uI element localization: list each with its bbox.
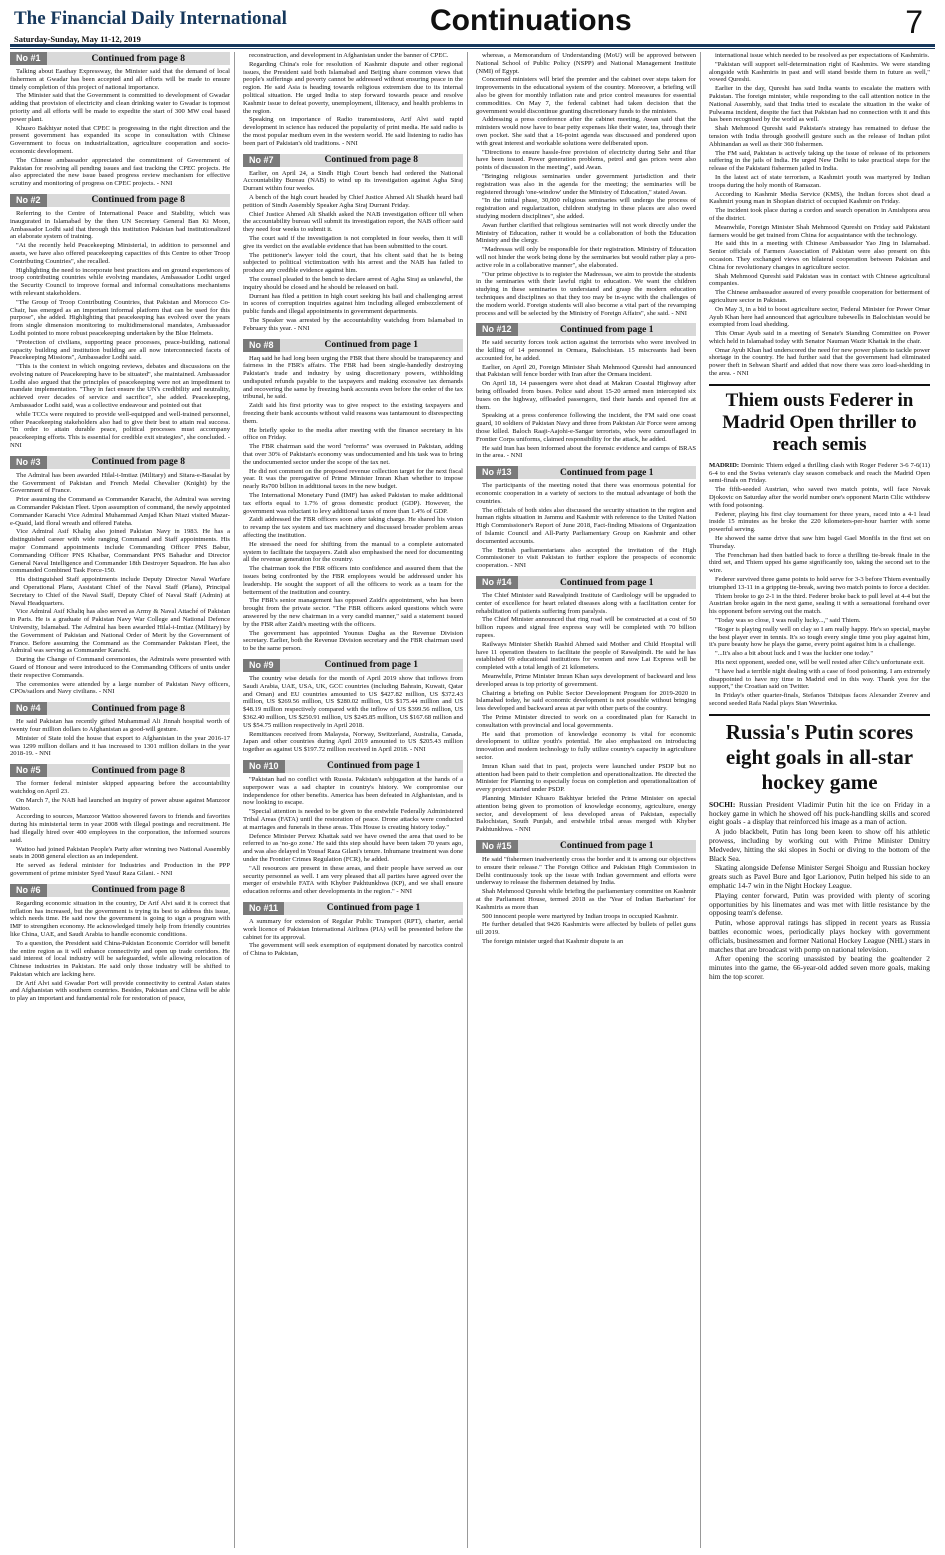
article-paragraph: "Today was so close, I was really lucky...," said Thiem. [715,617,861,625]
article-paragraph: He served as federal minister for Industries and Production in the PPP government of prime minister Syed Yusuf Raza Gilani. - NNI [10,862,230,877]
article-paragraph: The FM said, Pakistan is actively taking up the issue of release of its prisoners suffering in the jails of India. He urged New Delhi to take practical steps for the release of the Pakistani fishermen jailed in India. [709,149,930,173]
article-paragraph: Thiem broke to go 2-1 in the third. Federer broke back to pull level at 4-4 but the Austrian broke again in the next game, sealing it with a sensational forehand over his opponent before serving out the match. [709,592,930,616]
article-paragraph: "The Group of Troop Contributing Countries, that Pakistan and Morocco Co-Chair, has emerged as an important informal platform that can be used for this purpose", she added. Highlighting that peacekeeping has evolved over the years from single dimension monitoring to multidimensional mandates, Ambassador Lodhi pointed to more robust peacekeeping undertaken by the Blue Helmets. [10,298,230,337]
article-paragraph: "Bringing religious seminaries under government jurisdiction and their registration was also in the agenda for the meeting; the seminaries will be registered through 'one-window' under the Ministry of Education," stated Awan. [476,172,696,196]
article-paragraph: Federer, playing his first clay tournament for three years, raced into a 4-1 lead inside 15 minutes as he broke the 220 kilometers-per-hour barrier with some powerful serving. [709,510,930,534]
story-number-tag: No #14 [476,576,518,589]
article-paragraph: The fifth-seeded Austrian, who saved two match points, will face Novak Djokovic on Saturday after the world number one's opponent Marin Cilic withdrew with food poisoning. [709,486,930,509]
article-paragraph: He said Pakistan has recently gifted Muhammad Ali Jinnah hospital worth of twenty four million dollars to Afghanistan as good-will gesture. [10,718,230,733]
continuation-title: Continued from page 1 [560,841,654,852]
article-paragraph: He said this in a meeting with Chinese Ambassador Yao Jing in Islamabad. Senior officials of Farmers Association of Pakistan were also present on this occasion. They exchanged views on bilateral cooperation between Pakistan and China for revolutionary changes in agriculture sector. [709,240,930,271]
article-paragraph: He said Iran has been informed about the forensic evidence and camps of BRAS in the area. - NNI [476,444,696,460]
story-number-tag: No #2 [10,194,47,207]
continuation-story [243,339,463,653]
article-paragraph: The counsel pleaded to the bench to declare arrest of Agha Siraj as unlawful, the inquiry should be closed and he should be released on bail. [243,275,463,291]
continuation-title: Continued from page 1 [560,467,654,478]
article-paragraph: Speaking on importance of Radio transmissions, Arif Alvi said rapid development in science has reduced the popularity of print media. He said radio is the most popular medium even in the western world. He said listening to radio has been part of Pakistan's old traditions. - NNI [243,116,463,147]
article-paragraph: The incident took place during a cordon and search operation in Amishpora area of the district. [709,207,930,222]
article-paragraph: To a question, the President said China-Pakistan Economic Corridor will benefit the entire region as it will enhance connectivity and open up trade corridors. He said interest of local industry will be safeguarded, while allowing relocation of Chinese industries in Pakistan. He said only those industry will be shifted to Pakistan which are lacking here. [10,939,230,978]
article-paragraph: He said that promotion of knowledge economy is vital for economic development to utilize youth's potential. He also emphasized on introducing innovation and modern technology to fully utilize country's capacity in agriculture sector. [476,730,696,761]
story-number-tag: No #11 [243,902,284,915]
paragraph-text: Russian President Vladimir Putin hit the ice on Friday in a hockey game in which he showed off his puck-handling skills and scored eight goals - a display that reinforced his image as a man of action. [709,799,930,827]
column-2 [243,52,468,1548]
article-paragraph: "...It's also a bit about luck and I was the luckier one today." [715,650,874,658]
article-paragraph: "Our prime objective is to register the Madressas, we aim to provide the students in the seminaries with their lawful right to education. We want the children studying in these seminaries to understand and grasp the modern education techniques and disciplines so that they too may be in-sync with the challenges of the modern world. Foreign students will also become a vital part of the revamping process and will be selected by the Ministry of Foreign Affairs", she said. - NNI [476,270,696,317]
article-paragraph: Shah Mehmood Qureshi said Pakistan was in contact with Chinese agricultural companies. [709,272,930,288]
article-paragraph: The Frenchman had then battled back to force a thrilling tie-break finale in the third set, and Thiem upped his game significantly too, taking the second set to the wire. [709,551,930,575]
story-number-tag: No #13 [476,466,518,479]
article-paragraph: The former federal minister skipped appearing before the accountability watchdog on April 23. [10,780,230,795]
article-paragraph: Awan further clarified that religious seminaries will not work directly under the Ministry of Education, rather it would be a collaboration of both the Education Ministry and the clergy. [476,221,696,245]
article-paragraph: The foreign minister urged that Kashmir dispute is an [482,937,624,945]
story-number-tag: No #1 [10,52,47,65]
continuation-title: Continued from page 8 [91,703,186,714]
article-paragraph: On March 7, the NAB had launched an inquiry of power abuse against Manzoor Wattoo. [10,796,230,812]
article-paragraph: The participants of the meeting noted that there was enormous potential for economic cooperation in a variety of sectors to the mutual advantage of both the countries. [476,482,696,505]
continuation-header [10,702,230,715]
continuation-header [243,659,463,672]
article-paragraph: His distinguished Staff appointments include Deputy Director Naval Warfare and Operational Plans, Assistant Chief of the Naval Staff (Plans), Principal Secretary to Chief of the Naval Staff, Deputy Chief of Naval Staff (Admin) at Naval Headquarters. [10,576,230,607]
continuation-title: Continued from page 8 [91,53,186,64]
article-paragraph: Earlier, on April 24, a Sindh High Court bench had ordered the National Accountability Bureau (NAB) to wind up its investigation against Agha Siraj Durrani within four weeks. [243,169,463,193]
continuation-header [243,902,463,915]
article-paragraph: Prior assuming the Command as Commander Karachi, the Admiral was serving as Commander Pakistan Fleet. Upon assumption of command, the newly appointed Commander Karachi Vice Admiral Muhammad Amjad Khan Niazi visited Mazar-e-Quaid, laid floral wreath and offered Fateha. [10,496,230,527]
article-paragraph: reconstruction, and development in Afghanistan under the banner of CPEC. [249,52,449,59]
article-paragraph: Dr Arif Alvi said Gwadar Port will provide connectivity to central Asian states and Afghanistan with southern countries. Besides, Pakistan and China will be able to play an important and fundamental role for restoration of peace, [10,979,230,1003]
article-paragraph: On April 18, 14 passengers were shot dead at Makran Coastal Highway after being offloaded from buses. Police said about 15-20 armed men intercepted six buses on the highway, offloaded passengers, tied their hands and opened fire at them. [476,380,696,411]
continuation-story [10,194,230,450]
article-paragraph: Concerned ministers will brief the premier and the cabinet over steps taken for improvements in the educational system of the country. Moreover, a briefing will also be given for monthly inflation rate and price control measures for essential commodities. On May 7, the federal cabinet had taken decision that the government would discontinue granting discretionary funds to the ministers. [476,76,696,115]
article-paragraph: The FBR's senior management has opposed Zaidi's appointment, who has been brought from the private sector. "The FBR officers asked questions which were answered by the new chairman in a very candid manner," said a statement issued by the FBR after Zaidi's meeting with the officers. [243,597,463,628]
continuation-header [476,576,696,589]
article-paragraph: Federer survived three game points to hold serve for 3-3 before Thiem eventually triumphed 13-11 in a gripping tie-break, saving two match points to force a decider. [709,576,930,591]
article-paragraph: The Admiral has been awarded Hilal-i-Imtiaz (Military) and Sitara-e-Basalat by the Government of Pakistan and French Medal Chevalier (Knight) by the Government of France. [10,471,230,495]
article-paragraph: "This is the context in which ongoing reviews, debates and discussions on the evolving nature of Peacekeeping have to be situated", she maintained. Ambassador Lodhi also argued that the principles of peacekeeping were not an impediment to mandate implementation. "They in fact ensure the UN's credibility and neutrality, achieved over decades of service and sacrifice", she added. Peacekeeping, Ambassador Lodhi said, was a collective endeavour and pointed out that [10,363,230,410]
article-paragraph: A summary for extension of Regular Public Transport (RPT), charter, aerial work licence of Pakistan International Airlines (PIA) will be presented before the cabinet for its approval. [243,917,463,941]
continuation-header [10,52,230,65]
story-number-tag: No #5 [10,764,47,777]
dateline: SOCHI: [709,799,736,809]
article-paragraph: The court said if the investigation is not completed in four weeks, then it will give its verdict on the available evidence that has been submitted to the court. [243,234,463,250]
article-paragraph [709,801,930,827]
article-paragraph: Railways Minister Sheikh Rashid Ahmed said Mother and Child Hospital will have 11 operation theaters to facilitate the people of Rawalpindi. He said he has established 69 educational institutions for women and now Lai Express will be completed with a total length of 21 kilometers. [476,640,696,672]
continuation-story [243,154,463,333]
continuation-header [243,760,463,773]
story-number-tag: No #4 [10,702,47,715]
masthead-rule-thin [10,48,935,49]
article-paragraph: He showed the same drive that saw him bagel Gael Monfils in the first set on Thursday. [709,535,930,550]
article-paragraph: The petitioner's lawyer told the court, that his client said that he is being subjected to political victimization with his arrest and the NAB has failed to produce any credible evidence against him. [243,251,463,275]
article-paragraph: Khusro Bakhtyar noted that CPEC is progressing in the right direction and the present government has expanded its scope in consultation with Chinese Government to focus on industrialization, agriculture cooperation and socio-economic development. [10,124,230,155]
article-paragraph: A bench of the high court headed by Chief Justice Ahmed Ali Shaikh heard bail petition of Sindh Assembly Speaker Agha Siraj Durrani Friday. [243,193,463,209]
article-paragraph: Shah Mehmood Qureshi while briefing the parliamentary committee on Kashmir at the Parliament House, termed 2018 as the 'Year of Indian Barbarism' for Kashmiris as more than [476,888,696,911]
article-paragraph: "Roger is playing really well on clay so I am really happy. He's so special, maybe the best player ever in tennis. It's so tough every single time you play against him, it's pure beauty how he plays the game, every point against him is a challenge. [709,625,930,649]
article-paragraph: The International Monetary Fund (IMF) has asked Pakistan to make additional tax efforts equal to 1.7% of gross domestic product (GDP). However, the government was reluctant to levy additional taxes of more than 1.4% of GDP. [243,492,463,515]
continuation-title: Continued from page 1 [326,903,421,914]
news-article [709,384,930,708]
article-paragraph: He stressed the need for shifting from the manual to a complete automated system to facilitate the taxpayers. Zaidi also emphasised the need for documenting all the revenue generation for the country. [243,540,463,564]
article-paragraph: Meanwhile, Foreign Minister Shah Mehmood Qureshi on Friday said Pakistani farmers would be get trained from China for acquaintance with the technology. [709,223,930,239]
continuation-story [10,764,230,878]
article-paragraph: "Protection of civilians, supporting peace processes, peace-building, national capacity building and institution building are all now interconnected facets of Peacekeeping Missions", Ambassador Lodhi said. [10,338,230,362]
article-paragraph: The British parliamentarians also accepted the invitation of the High Commissioner to visit Pakistan to further explore the prospects of economic cooperation. - NNI [476,546,696,570]
article-paragraph: In Friday's other quarter-finals, Stefanos Tsitsipas faces Alexander Zverev and second seeded Rafa Nadal plays Stan Wawrinka. [709,692,930,707]
article-paragraph: Wattoo had joined Pakistan People's Party after winning two National Assembly seats in 2008 general election as an independent. [10,845,230,861]
article-paragraph: Shah Mehmood Qureshi said Pakistan's strategy has remained to defuse the tension with India through goodwill gesture such as the release of Indian pilot Abhinandan as well as their 360 fishermen. [709,125,930,148]
article-paragraph: He further detailed that 9426 Kashmiris were affected by bullets of pellet guns till 2019. [476,921,696,937]
story-number-tag: No #7 [243,154,280,167]
continuation-story [243,659,463,754]
story-number-tag: No #8 [243,339,280,352]
article-paragraph: Chairing a briefing on Public Sector Development Program for 2019-2020 in Islamabad today, he said economic development is not possible without bringing less developed and backward areas at par with other parts of the country. [476,689,696,713]
continuation-title: Continued from page 1 [324,660,419,671]
continuation-title: Continued from page 8 [91,195,186,206]
article-paragraph: The FBR chairman said the word "reforms" was overused in Pakistan, adding that over 30% of Pakistan's economy was undocumented and his task was to bring the undocumented sector under the scope of the tax net. [243,443,463,466]
article-paragraph: The officials of both sides also discussed the security situation in the region and human rights situation in Jammu and Kashmir with reference to the United Nation High Commissioner's Report of June 2018, Fact-finding Missions of Organization of Islamic Council and All-Party Parliamentary Group on Kashmir and other documented accounts. [476,506,696,545]
article-paragraph: Meanwhile, Prime Minister Imran Khan says development of backward and less developed areas is top priority of government. [476,672,696,688]
continuation-story [476,323,696,460]
article-paragraph: The Minister said that the Government is committed to development of Gwadar adding that provision of electricity and clean drinking water to Gwadar is topmost priority and all efforts will be made to expedite the start of 300 MW coal based power plant. [10,92,230,123]
article-paragraph: "Pakistan had no conflict with Russia. Pakistan's subjugation at the hands of a superpower was a sad chapter in country's history. We compromise our independence for other benefits. America has been defeated in Afghanistan, and is now looking to escape. [243,775,463,807]
publication-date: Saturday-Sunday, May 11-12, 2019 [14,34,141,44]
article-paragraph: The Chinese ambassador assured of every possible cooperation for betterment of agriculture sector in Pakistan. [709,289,930,304]
article-paragraph: international issue which needed to be resolved as per expectations of Kashmiris. [715,52,930,59]
article-paragraph: Durrani has filed a petition in high court seeking his bail and challenging arrest in scores of corruption inquiries against him including alleged embezzlement of public funds and illegal appointments in government departments. [243,292,463,316]
article-paragraph: He did not comment on the proposed revenue collection target for the next fiscal year. It was the prerogative of Prime Minister Imran Khan whether to impose nearly Rs700 billion in additional taxes in the new budget. [243,467,463,491]
continuation-story [243,902,463,958]
article-paragraph: Imran Khan said that in past, projects were launched under PSDP but no attention had been paid to their completion and operationalization. He directed the Minister for Planning to especially focus on completion and operationalization of every project started under PSDP. [476,762,696,794]
continuation-story [243,52,463,148]
publication-name: The Financial Daily International [14,8,287,29]
continuation-header [10,884,230,897]
article-paragraph: while TCCs were required to provide well-equipped and well-trained personnel, other Peacekeeping stakeholders also had to give their best to attain real success. "In order to attain durable peace, political processes must accompany peacekeeping efforts. This is essential for credible exit strategies", she concluded. - NNI [10,410,230,450]
column-4 [709,52,934,1548]
continuation-header [476,840,696,853]
article-paragraph: Highlighting the need to incorporate best practices and on ground experiences of troop contributing countries while evolving mandates, Ambassador Lodhi urged the Security Council to improve formal and informal consultations mechanisms with relevant stakeholders. [10,266,230,297]
article-paragraph: "All resources are present in these areas, and their people have served as our security personnel as well. I am very pleased that all parties have agreed over the merger of erstwhile FATA with Khyber Pakhtunkhwa (KP), and we shall ensure education reforms and other developments in the region." - NNI [243,864,463,896]
article-paragraph: Remittances received from Malaysia, Norway, Switzerland, Australia, Canada, Japan and other countries during April 2019 amounted to US $205.43 million together as against US $197.72 million received in April 2018. - NNI [243,730,463,754]
continuation-title: Continued from page 1 [560,324,654,335]
continuation-header [243,339,463,352]
article-paragraph: Haq said he had long been urging the FBR that there should be transparency and fairness in the FBR's affairs. The FBR had been single-handedly destroying Pakistan's trade and industry by using discretionary powers, withholding undisputed refunds payable to the taxpayers and making excessive tax demands and recovering the same by freezing bank accounts even before the order of the tax tribunal, he said. [243,354,463,401]
article-paragraph: "In the initial phase, 30,000 religious seminaries will undergo the process of registration and regularization, children studying in these places are also owed studying modern disciplines", she added. [476,197,696,220]
continuation-header [476,323,696,336]
continuation-header [10,194,230,207]
article-paragraph: Planning Minister Khusro Bakhtyar briefed the Prime Minister on special attention being given to promotion of knowledge economy, agriculture, energy sector, and development of less developed areas of Pakistan, especially Balochistan, South Punjab, and erstwhile tribal areas merged with Khyber Pakhtunkhwa. - NNI [476,794,696,834]
article-paragraph: "At the recently held Peacekeeping Ministerial, in addition to personnel and assets, we have also offered peacekeeping capacities of this Centre to other Troop Contributing Countries", she recalled. [10,242,230,265]
article-paragraph: The government will seek exemption of equipment donated by narcotics control of China to Pakistan, [243,942,463,958]
article-paragraph: The Speaker was arrested by the accountability watchdog from Islamabad in February this year. - NNI [243,316,463,332]
continuation-title: Continued from page 1 [327,761,421,772]
continuation-story [10,884,230,1003]
article-paragraph: Zaidi addressed the FBR officers soon after taking charge. He shared his vision to revamp the tax system and tax machinery and discussed broader problem areas affecting the institution. [243,516,463,540]
article-paragraph: He briefly spoke to the media after meeting with the finance secretary in his office on Friday. [243,426,463,442]
continuation-story [476,52,696,317]
story-number-tag: No #6 [10,884,47,897]
article-paragraph: Earlier, on April 20, Foreign Minister Shah Mehmood Qureshi had announced that Pakistan will fence border with Iran after the Ormara incident. [476,363,696,379]
article-paragraph: The Prime Minister directed to work on a coordinated plan for Karachi in consultation with provincial and local governments. [476,713,696,729]
continuation-title: Continued from page 8 [91,765,186,776]
article-paragraph: The Chinese ambassador appreciated the commitment of Government of Pakistan for resolving all pending issues and fast tracking the CPEC projects. He also appreciated the new issue based progress review mechanism for effective scrutiny and monitoring of progress on CPEC projects. - NNI [10,156,230,188]
story-number-tag: No #12 [476,323,518,336]
article-paragraph: During the Change of Command ceremonies, the Admirals were presented with Guard of Honour and were introduced to the Commanding Officers of units under their respective Commands. [10,656,230,679]
masthead [10,6,935,46]
article-paragraph: The Chief Minister said Rawalpindi Institute of Cardiology will be upgraded to center of excellence for heart related diseases along with a facilitation center for rehabilitation of patients suffering from paralysis. [476,592,696,615]
continuation-story [10,456,230,696]
article-paragraph: According to Kashmir Media Service (KMS), the Indian forces shot dead a Kashmiri young man in Shopian district of occupied Kashmir on Friday. [709,190,930,206]
article-paragraph: "I have had a terrible night dealing with a case of food poisoning. I am extremely disappointed to have my time in Madrid end in this way. Thank you for the support," the Croatian said on Twitter. [709,667,930,691]
story-number-tag: No #3 [10,456,47,469]
article-paragraph: Regarding China's role for resolution of Kashmir dispute and other regional issues, the President said both Islamabad and Beijing share common views that people's sufferings and poverty cannot be addressed without ensuring peace in the region. He said Asia is heading towards religious extremism due to its internal political situation. He urged India to step forward towards peace and resolve Kashmir issue to defeat poverty, unemployment, illiteracy, and health problems in the region. [243,60,463,115]
article-paragraph: Omar Ayub Khan had underscored the need for new power plants to tackle power shortage in the country. He had further said that the government had eliminated power theft in Sehwan Sharif and added that now there was zero load-shedding in the area. - NNI [709,346,930,378]
article-paragraph: The country wise details for the month of April 2019 show that inflows from Saudi Arabia, UAE, USA, UK, GCC countries (including Bahrain, Kuwait, Qatar and Oman) and EU countries amounted to US $427.82 million, US $372.43 million, US $269.56 million, US $280.02 million, US $175.44 million and US $48.19 million respectively compared with the inflow of US $399.56 million, US $362.40 million, US $250.91 million, US $245.85 million, US $167.68 million and US $54.75 million respectively in April 2018. [243,674,463,729]
article-paragraph: Talking about Easthay Expressway, the Minister said that the demand of local fishermen at Gwadar has been accepted and all efforts will be made to ensure timely completion of this project of national importance. [10,68,230,91]
article-paragraph: He said security forces took action against the terrorists who were involved in the killing of 14 personnel in Ormara, Balochistan. 15 miscreants had been accounted for, he added. [476,339,696,362]
continuation-header [10,764,230,777]
article-paragraph: Zaidi said his first priority was to give respect to the existing taxpayers and freezing their bank accounts without valid reasons was tantamount to disrespecting them. [243,402,463,425]
dateline: MADRID: [709,461,740,469]
continuation-title: Continued from page 8 [91,457,186,468]
section-title: Continuations [430,4,632,37]
article-paragraph: 500 innocent people were martyred by Indian troops in occupied Kashmir. [482,912,679,920]
article-paragraph: Playing center forward, Putin was provided with plenty of scoring opportunities by his linemates and was met with little resistance by the opposing team's defense. [709,890,930,918]
article-paragraph: The chairman took the FBR officers into confidence and assured them that the issues being confronted by the FBR employees would be addressed under his leadership. He sought the support of all the officers to work as a team for the betterment of the institution and country. [243,565,463,596]
article-paragraph: Vice Admiral Asif Khaliq has also served as Army & Naval Attaché of Pakistan in Paris. He is a graduate of Pakistan Navy War College and National Defence University, Islamabad. The Admiral has been awarded Hilal-i-Imtiaz (Military) by the Government of Pakistan and National Order of Merit by the Government of France. Before assuming the Command as the Commander Pakistan Fleet, the Admiral was serving as Commander Karachi. [10,608,230,655]
article-paragraph: whereas, a Memorandum of Understanding (MoU) will be approved between National School of Public Policy (NSPP) and National Management Institute (NMI) of Egypt. [476,52,696,75]
story-number-tag: No #9 [243,659,280,672]
continuation-story [476,576,696,834]
article-paragraph: In the latest act of state terrorism, a Kashmiri youth was martyred by Indian troops during the holy month of Ramazan. [709,173,930,189]
continuation-title: Continued from page 1 [324,340,419,350]
article-paragraph: Vice Admiral Asif Khaliq also joined Pakistan Navy in 1983. He has a distinguished career with wide ranging Command and Staff appointments. His major Command appointments include Commanding Officer PNS Babur, Commanding Officer PNS Khaibar, Commandant PNS Bahadur and Director General Naval Intelligence and Commander 18th Destroyer Squadron. He has also commanded Combined Task Force-150. [10,528,230,575]
article-paragraph: Referring to the Centre of International Peace and Stability, which was inaugurated in Islamabad by the then UN Secretary General Ban Ki Moon, Ambassador Lodhi said that through this institution Pakistan had institutionalized an elaborate system of training. [10,209,230,241]
article-paragraph: A judo blackbelt, Putin has long been keen to show off his athletic prowess, including by working out with Prime Minister Dmitry Medvedev, hitting the ski slopes in Sochi or diving to the bottom of the Black Sea. [709,827,930,863]
continuation-story [10,702,230,758]
article-paragraph: "Special attention is needed to be given to the erstwhile Federally Administered Tribal Areas (FATA) until the restoration of peace. Drone attacks were conducted at marriages and funerals in these areas. This House is creating history today." [243,808,463,831]
article-paragraph: According to sources, Manzoor Wattoo showered favors to friends and favorites during his ministerial term in year 2008 with illegal postings and recruitment. He had illegally hired over 400 employees in the corporation, the informed sources said. [10,813,230,844]
article-paragraph: Minister of State told the house that export to Afghanistan in the year 2016-17 was 1299 million dollars and it has increased to 1301 million dollars in the year 2018-19. - NNI [10,734,230,758]
article-paragraph: His next opponent, seeded one, will be well rested after Cilic's unfortunate exit. [715,659,925,666]
column-1 [10,52,235,1548]
continuation-story [476,840,696,946]
page-number: 7 [905,4,923,40]
article-columns [10,52,935,1548]
article-headline: Thiem ousts Federer in Madrid Open thriller to reach semis [709,384,930,456]
article-paragraph: Skating alongside Defense Minister Sergei Shoigu and Russian hockey greats such as Pavel Bure and Igor Larionov, Putin helped his side to an emphatic 14-7 win in the Night Hockey League. [709,863,930,890]
article-paragraph: This Omar Ayub said in a meeting of Senate's Standing Committee on Power which held in Islamabad today with Senator Nauman Wazir Khattak in the chair. [709,330,930,345]
article-paragraph: Speaking at a press conference following the incident, the FM said one coast guard, 10 soldiers of Pakistan Navy and three from Pakistan Air Force were among those killed. Baloch Raaji-Aajohi-e-Sangar terrorists, who were camouflaged in Frontier Corps uniforms, claimed responsibility for the attack, he added. [476,412,696,443]
article-paragraph: "Madressas will only be responsible for their registration. Ministry of Education will not hinder the work being done by the seminaries but would rather play a pro-active role in a collaborative manner", she elaborated. [476,246,696,269]
continuation-story [709,52,930,378]
article-paragraph: Addressing a press conference after the cabinet meeting, Awan said that the ministers would now have to bear petty expenses like their water, tea, through their own pocket. She said that a 16-point agenda was discussed and pondered upon with great interest and workable solutions were deliberated upon. [476,116,696,147]
article-paragraph: Putin, whose approval ratings has slipped in recent years as Russia battles economic woes, periodically plays hockey with government officials, businessmen and former National Hockey League (NHL) stars in matches that are broadcast with pomp on national television. [709,918,930,954]
article-paragraph: The Chief Minister announced that ring road will be constructed at a cost of 50 billion rupees and signal free express way will be completed with 70 billion rupees. [476,616,696,639]
article-paragraph: He said "fishermen inadvertently cross the border and it is among our objectives to ensure their release." The Foreign Office and Pakistan High Commission in Delhi continuously took up the issue with Indian government and efforts were underway to release the fishermen detained by India. [476,855,696,887]
continuation-title: Continued from page 1 [560,577,654,588]
article-headline: Russia's Putin scores eight goals in all-star hockey game [709,714,930,795]
article-paragraph: "Directions to ensure hassle-free provision of electricity during Sehr and Iftar have been issued. Power generation problems, petrol and gas prices were also points of discussion in the meeting", said Awan. [476,148,696,172]
article-paragraph: Defence Minister Pervez Khattak said we have owned the area that used to be referred to as 'no-go zone.' He said this step should have been taken 70 years ago, and was also delayed in Yousaf Raza Gilani's tenure. Inhumane treatment was done under the Frontier Crimes Regulation (FCR), he added. [243,832,463,863]
continuation-header [476,466,696,479]
article-paragraph [709,462,930,485]
paragraph-text: Dominic Thiem edged a thrilling clash with Roger Federer 3-6 7-6(11) 6-4 to end the Swiss veteran's clay season comeback and reach the Madrid Open semi-finals on Friday. [709,461,930,485]
continuation-story [243,760,463,896]
article-paragraph: Earlier in the day, Qureshi has said India wants to escalate the matters with Pakistan. The foreign minister, while responding to the call attention notice in the National Assembly, said that India tried to escalate the situation in the wake of Pulwama incident, despite the fact that Pakistan had no connection with it and this has been recognised by the world as well. [709,85,930,124]
continuation-story [476,466,696,570]
column-3 [476,52,701,1548]
continuation-title: Continued from page 8 [91,885,186,896]
news-article [709,714,930,982]
story-number-tag: No #10 [243,760,285,773]
article-paragraph: On May 3, in a bid to boost agriculture sector, Federal Minister for Power Omar Ayub Khan here had announced that agriculture tubewells in Balochistan would be exempted from load shedding. [709,305,930,329]
article-paragraph: Regarding economic situation in the country, Dr Arif Alvi said it is correct that inflation has increased, but the government is trying its best to address this issue, which needs time. He said now the government is going to sign a program with IMF to strengthen economy. He acknowledged timely help from friendly countries like China, UAE, and Saudi Arabia to handle economic conditions. [10,899,230,938]
article-paragraph: After opening the scoring unassisted by beating the goaltender 2 minutes into the game, the 66-year-old added seven more goals, making him the top scorer. [709,954,930,981]
continuation-header [10,456,230,469]
article-paragraph: The government has appointed Younus Dagha as the Revenue Division secretary. Earlier, both the Revenue Division secretary and the FBR chairman used to be the same person. [243,629,463,653]
story-number-tag: No #15 [476,840,518,853]
article-paragraph: "Pakistan will support self-determination right of Kashmirs. We were standing alongside with Kashmiris in past and will stand beside them in future as well," vowed Qureshi. [709,60,930,84]
article-paragraph: The ceremonies were attended by a large number of Pakistan Navy officers, CPOs/sailors and Navy civilians. - NNI [10,680,230,696]
article-paragraph: Chief Justice Ahmed Ali Shaikh asked the NAB investigation officer till when the accountability bureau will submit its investigation report, the NAB officer said they need four weeks to submit it. [243,210,463,234]
continuation-header [243,154,463,167]
masthead-rule [10,44,935,47]
continuation-story [10,52,230,188]
continuation-title: Continued from page 8 [324,155,419,166]
